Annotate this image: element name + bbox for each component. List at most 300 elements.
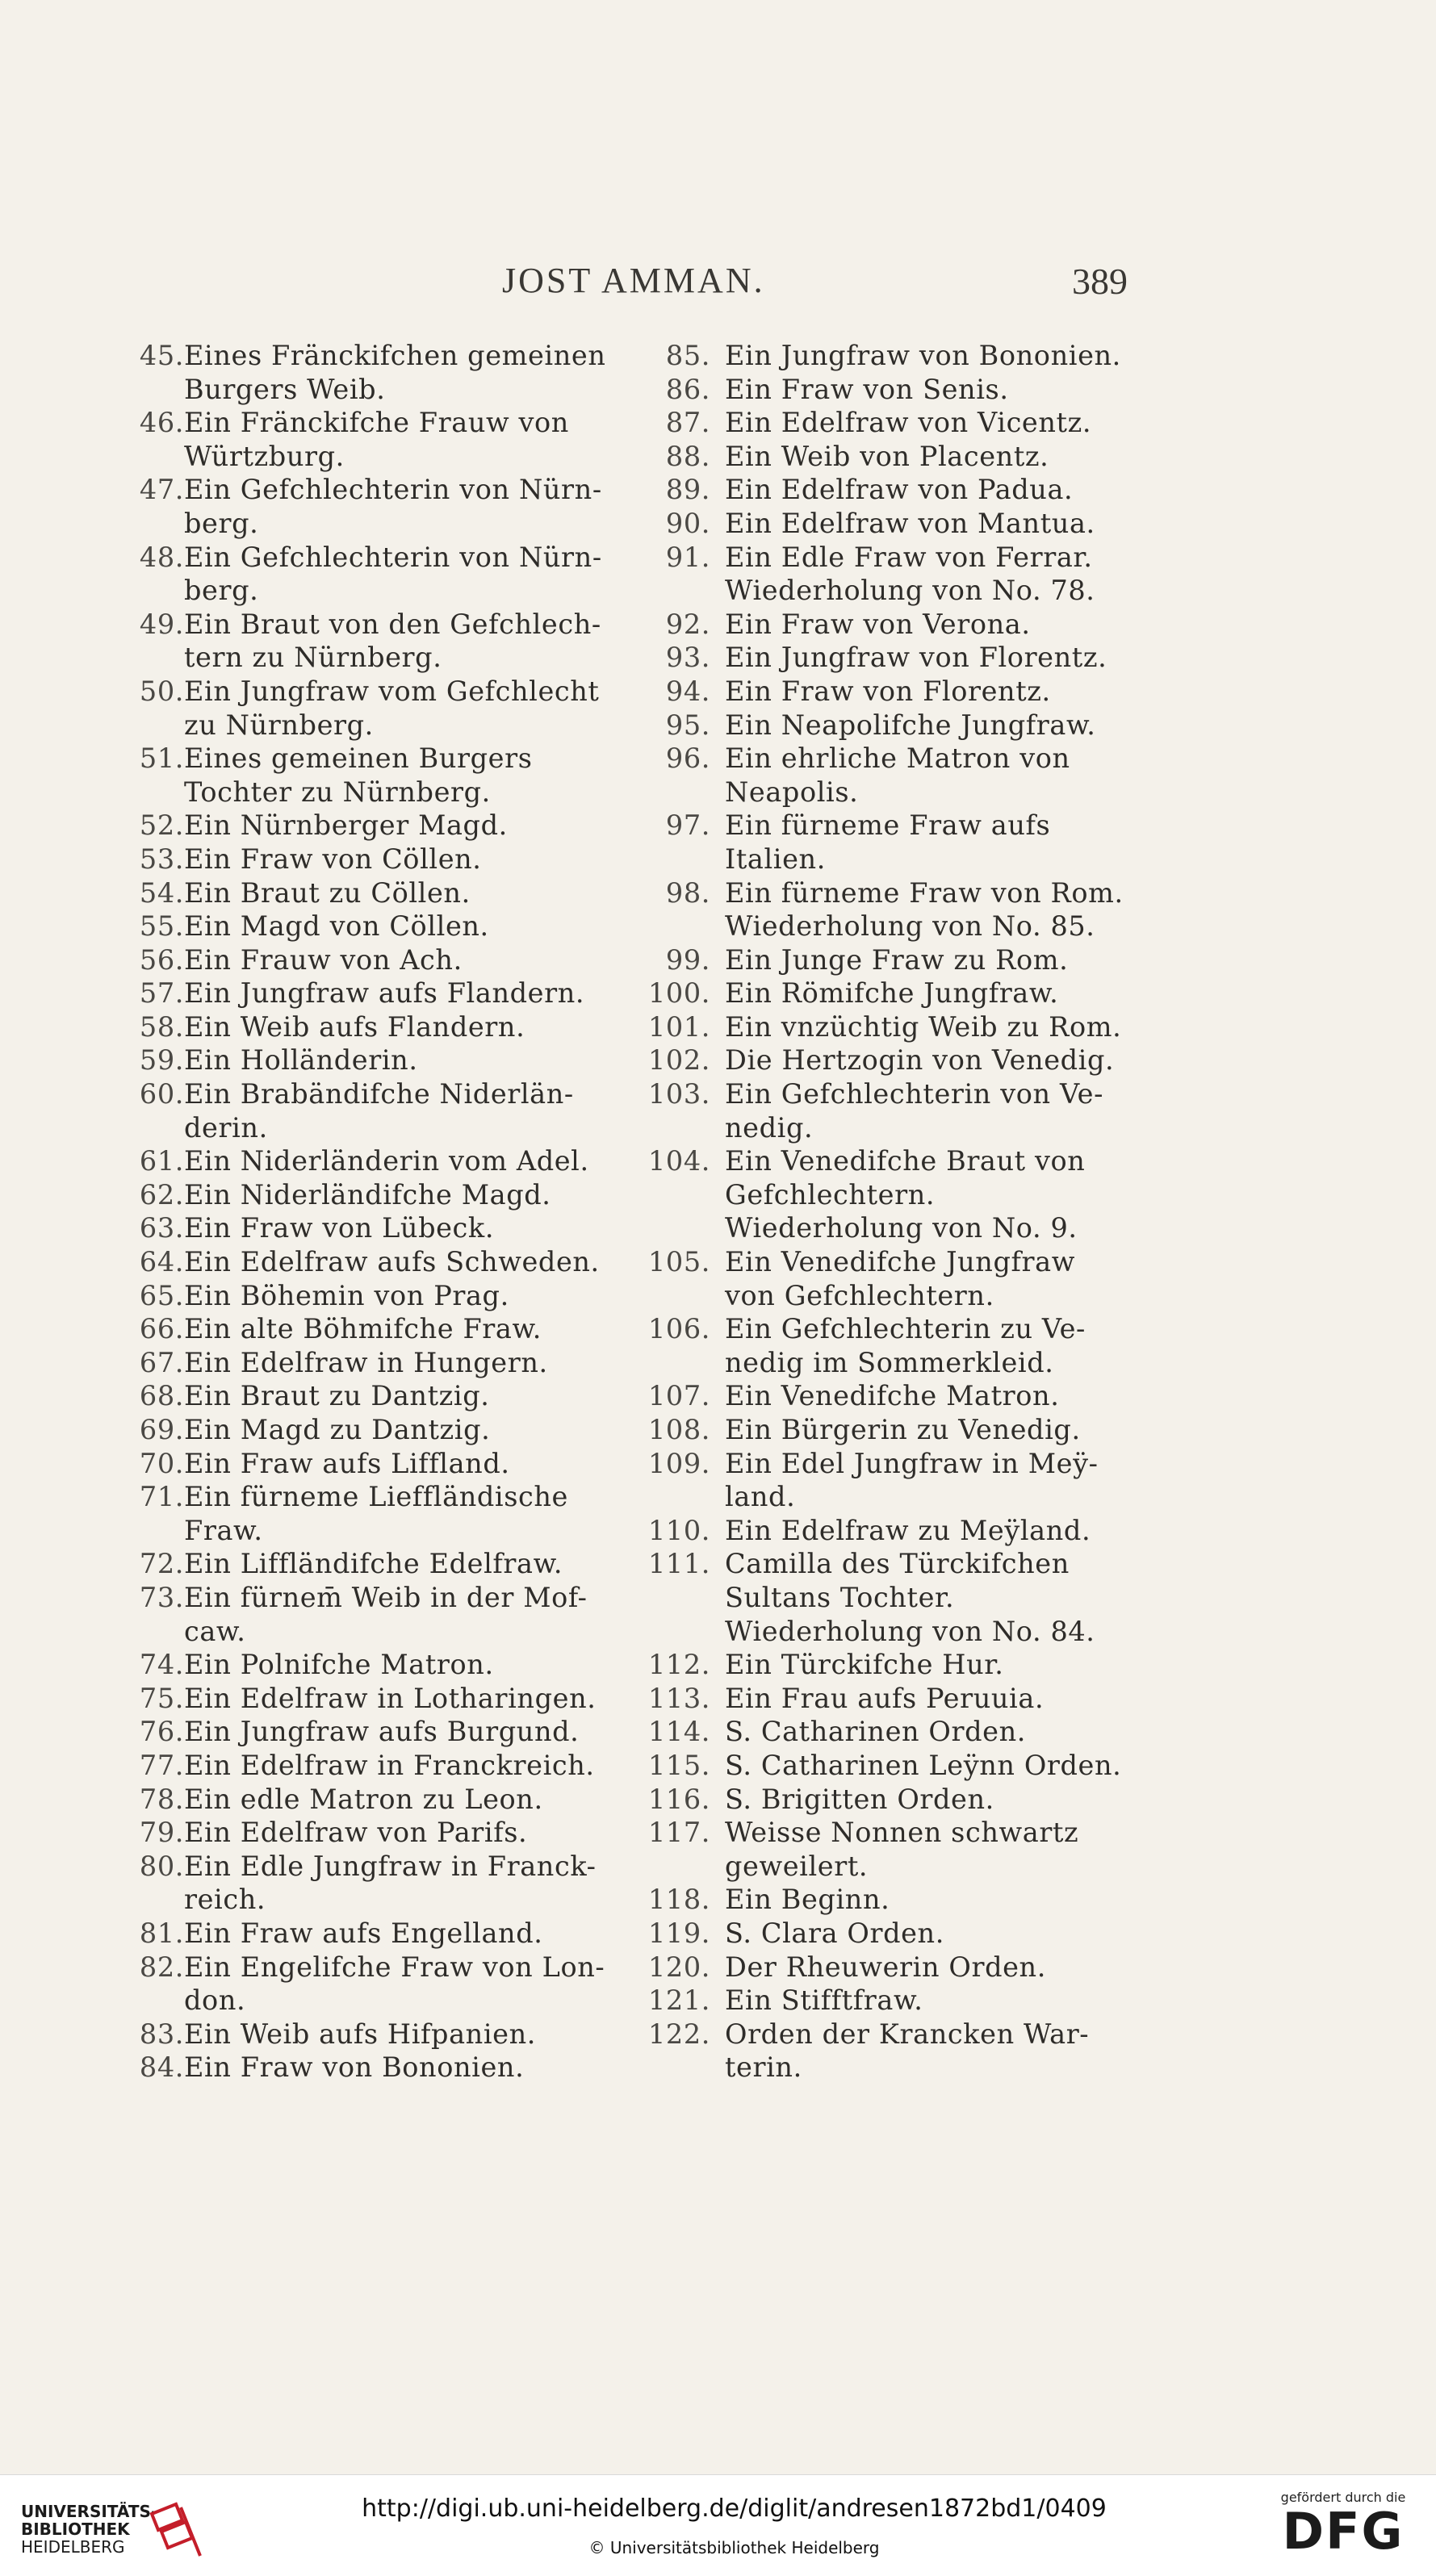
entry-line: Ein Brabändifche Niderlän- (184, 1078, 574, 1110)
entry-line: Ein Edelfraw von Mantua. (725, 507, 1095, 539)
catalog-entry (119, 809, 604, 843)
funder-caption: gefördert durch die (1280, 2490, 1406, 2505)
entry-text (725, 1379, 1138, 1413)
catalog-entry (119, 1144, 604, 1178)
entry-number: 48. (139, 541, 184, 573)
entry-line: Ein Venedifche Matron. (725, 1380, 1060, 1412)
entry-line: Ein Weib aufs Flandern. (184, 1010, 525, 1043)
catalog-entry (119, 1178, 604, 1212)
entry-line: Ein Edle Fraw von Ferrar. (725, 541, 1093, 573)
entry-text (725, 1447, 1138, 1514)
entry-line: Ein Fränckifche Frauw von (184, 407, 569, 439)
entry-number: 84. (139, 2051, 184, 2084)
entry-text (725, 1749, 1138, 1783)
entry-number: 87. (665, 407, 710, 439)
entry-line: derin. (184, 1111, 268, 1144)
catalog-entry (646, 876, 1138, 943)
entry-text (184, 1245, 604, 1279)
running-title: JOST AMMAN. (502, 261, 765, 300)
entry-line: Ein Edle Jungfraw in Franck- (184, 1850, 597, 1882)
entry-text (184, 1715, 604, 1749)
entry-line: Ein Jungfraw aufs Burgund. (184, 1716, 580, 1748)
entry-line: Ein ehrliche Matron von (725, 742, 1070, 775)
entry-number: 98. (665, 876, 710, 909)
entry-number: 49. (139, 608, 184, 640)
entry-text (184, 541, 604, 608)
entry-text (184, 1682, 604, 1716)
entry-line: Neapolis. (725, 776, 859, 808)
entry-line: Italien. (725, 843, 826, 875)
entry-line: Ein edle Matron zu Leon. (184, 1783, 543, 1815)
catalog-entry (646, 1951, 1138, 1984)
footer-bar (0, 2474, 1436, 2576)
entry-number: 122. (648, 2018, 710, 2050)
entry-text (184, 1279, 604, 1313)
catalog-entry (646, 1379, 1138, 1413)
dfg-logo[interactable] (1275, 2490, 1412, 2562)
entry-text (184, 1379, 604, 1413)
entry-line: nedig. (725, 1111, 814, 1144)
entry-line: Ein Junge Fraw zu Rom. (725, 943, 1069, 976)
catalog-entry (119, 1581, 604, 1648)
catalog-entry (119, 1245, 604, 1279)
catalog-entry (119, 1312, 604, 1346)
entry-line: Ein Edelfraw in Lotharingen. (184, 1682, 597, 1714)
entry-line: Ein alte Böhmifche Fraw. (184, 1313, 542, 1345)
entry-line: Ein Fraw von Verona. (725, 608, 1031, 640)
entry-text (184, 1447, 604, 1481)
catalog-entry (119, 943, 604, 977)
entry-line: Ein Gefchlechterin zu Ve- (725, 1313, 1086, 1345)
catalog-entry (646, 608, 1138, 642)
entry-line: Der Rheuwerin Orden. (725, 1951, 1046, 1983)
entry-line: Ein fürneme Lieffländische (184, 1481, 568, 1513)
catalog-entry (646, 1816, 1138, 1883)
entry-number: 111. (648, 1548, 710, 1580)
catalog-entry (646, 641, 1138, 675)
entry-text (725, 2018, 1138, 2085)
catalog-entry (646, 1783, 1138, 1817)
entry-line: reich. (184, 1884, 266, 1916)
entry-text (725, 1883, 1138, 1917)
entry-number: 93. (665, 642, 710, 674)
entry-number: 63. (139, 1212, 184, 1244)
entry-line: Tochter zu Nürnberg. (184, 776, 491, 808)
catalog-entry (646, 1077, 1138, 1144)
entry-number: 74. (139, 1649, 184, 1681)
catalog-entry (119, 910, 604, 943)
library-logo-line: UNIVERSITÄTS- (21, 2502, 158, 2521)
catalog-entry (119, 406, 604, 473)
entry-number: 115. (648, 1749, 710, 1781)
entry-line: Ein Römifche Jungfraw. (725, 977, 1059, 1010)
entry-line: Wiederholung von No. 85. (725, 910, 1095, 943)
entry-line: Ein Edelfraw zu Meÿland. (725, 1514, 1091, 1546)
entry-number: 94. (665, 675, 710, 707)
entry-text (725, 1043, 1138, 1077)
left-column (119, 339, 604, 2085)
catalog-entry (119, 2051, 604, 2085)
entry-text (184, 1648, 604, 1682)
entry-line: Ein Venedifche Jungfraw (725, 1246, 1075, 1278)
entry-text (184, 1547, 604, 1581)
catalog-entry (646, 1447, 1138, 1514)
entry-line: Ein Frau aufs Peruuia. (725, 1682, 1045, 1714)
entry-line: Eines Fränckifchen gemeinen (184, 340, 606, 371)
entry-number: 85. (665, 340, 710, 371)
entry-number: 59. (139, 1044, 184, 1077)
entry-text (184, 2051, 604, 2085)
entry-line: Ein fürnem̄ Weib in der Mof- (184, 1581, 588, 1613)
entry-number: 67. (139, 1346, 184, 1378)
catalog-entry (119, 2018, 604, 2051)
entry-text (725, 608, 1138, 642)
entry-number: 51. (139, 742, 184, 775)
entry-number: 95. (665, 709, 710, 741)
catalog-entry (646, 709, 1138, 742)
catalog-entry (119, 1749, 604, 1783)
entry-number: 88. (665, 440, 710, 472)
entry-text (725, 976, 1138, 1010)
catalog-entry (646, 1883, 1138, 1917)
entry-text (184, 1749, 604, 1783)
catalog-entry (646, 1682, 1138, 1716)
entry-line: Fraw. (184, 1514, 263, 1546)
entry-text (725, 1783, 1138, 1817)
entry-line: S. Brigitten Orden. (725, 1783, 994, 1815)
entry-number: 104. (648, 1145, 710, 1177)
entry-number: 106. (648, 1313, 710, 1345)
entry-number: 50. (139, 675, 184, 707)
entry-number: 79. (139, 1817, 184, 1849)
entry-line: Ein Holländerin. (184, 1044, 418, 1077)
entry-number: 81. (139, 1917, 184, 1949)
catalog-entry (119, 473, 604, 540)
entry-line: Ein Venedifche Braut von (725, 1145, 1086, 1177)
entry-text (184, 809, 604, 843)
catalog-entry (119, 1715, 604, 1749)
entry-text (725, 742, 1138, 809)
entry-text (184, 1413, 604, 1447)
entry-line: Ein Fraw von Cöllen. (184, 843, 482, 875)
entry-text (184, 910, 604, 943)
entry-number: 62. (139, 1178, 184, 1211)
entry-line: Ein Edelfraw aufs Schweden. (184, 1246, 600, 1278)
entry-number: 47. (139, 474, 184, 506)
catalog-entry (646, 440, 1138, 474)
entry-number: 108. (648, 1414, 710, 1445)
right-column (646, 339, 1138, 2085)
entry-line: Ein fürneme Fraw von Rom. (725, 876, 1124, 909)
entry-number: 121. (648, 1984, 710, 2017)
entry-number: 55. (139, 910, 184, 943)
entry-text (725, 1816, 1138, 1883)
entry-text (184, 1917, 604, 1951)
entry-line: Ein Braut von den Gefchlech- (184, 608, 601, 640)
entry-line: Ein Braut zu Dantzig. (184, 1380, 490, 1412)
entry-line: Ein Fraw aufs Liffland. (184, 1447, 510, 1479)
entry-line: Ein Fraw von Florentz. (725, 675, 1051, 707)
entry-line: Ein Fraw aufs Engelland. (184, 1917, 543, 1949)
entry-number: 96. (665, 742, 710, 775)
entry-text (184, 843, 604, 876)
catalog-entry (119, 1547, 604, 1581)
entry-line: Weisse Nonnen schwartz (725, 1817, 1079, 1849)
entry-number: 53. (139, 843, 184, 875)
entry-line: Ein Edel Jungfraw in Meÿ- (725, 1447, 1099, 1479)
entry-line: Ein Jungfraw vom Gefchlecht (184, 675, 600, 707)
catalog-entry (646, 507, 1138, 541)
entry-line: von Gefchlechtern. (725, 1279, 994, 1311)
catalog-entry (646, 1010, 1138, 1044)
catalog-entry (646, 1715, 1138, 1749)
entry-number: 103. (648, 1078, 710, 1110)
library-logo-line: BIBLIOTHEK (21, 2520, 130, 2539)
entry-line: Ein Nürnberger Magd. (184, 809, 508, 842)
entry-number: 61. (139, 1145, 184, 1177)
entry-line: Ein Gefchlechterin von Ve- (725, 1078, 1104, 1110)
entry-text (184, 1178, 604, 1212)
entry-text (184, 742, 604, 809)
entry-text (725, 1682, 1138, 1716)
entry-number: 56. (139, 943, 184, 976)
entry-number: 78. (139, 1783, 184, 1815)
catalog-entry (646, 1547, 1138, 1648)
entry-line: Ein Magd von Cöllen. (184, 910, 489, 943)
catalog-entry (119, 876, 604, 910)
catalog-entry (119, 339, 604, 406)
entry-number: 91. (665, 541, 710, 573)
entry-number: 117. (648, 1817, 710, 1849)
entry-number: 46. (139, 407, 184, 439)
entry-text (725, 406, 1138, 440)
entry-text (184, 675, 604, 742)
entry-line: tern zu Nürnberg. (184, 642, 442, 674)
entry-line: Ein Jungfraw von Bononien. (725, 340, 1121, 371)
entry-line: Würtzburg. (184, 440, 345, 472)
entry-text (184, 1077, 604, 1144)
entry-text (184, 1480, 604, 1547)
entry-number: 70. (139, 1447, 184, 1479)
entry-text (725, 440, 1138, 474)
catalog-entry (119, 1447, 604, 1481)
entry-number: 64. (139, 1246, 184, 1278)
entry-text (725, 1144, 1138, 1245)
entry-text (184, 1581, 604, 1648)
entry-text (184, 608, 604, 675)
entry-line: Ein Fraw von Lübeck. (184, 1212, 495, 1244)
entry-number: 105. (648, 1246, 710, 1278)
entry-text (725, 339, 1138, 373)
entry-number: 118. (648, 1884, 710, 1916)
entry-line: S. Clara Orden. (725, 1917, 944, 1949)
entry-line: Orden der Krancken War- (725, 2018, 1090, 2050)
entry-text (725, 809, 1138, 876)
entry-text (725, 641, 1138, 675)
permalink-url[interactable]: http://digi.ub.uni-heidelberg.de/diglit/andresen1872bd1/0409 (362, 2494, 1107, 2523)
entry-line: Ein Fraw von Senis. (725, 373, 1009, 405)
entry-line: Ein vnzüchtig Weib zu Rom. (725, 1010, 1122, 1043)
entry-number: 66. (139, 1313, 184, 1345)
entry-text (725, 1413, 1138, 1447)
catalog-entry (119, 1917, 604, 1951)
entry-line: land. (725, 1481, 796, 1513)
catalog-entry (119, 1682, 604, 1716)
entry-number: 68. (139, 1380, 184, 1412)
catalog-entry (119, 1480, 604, 1547)
entry-line: berg. (184, 575, 259, 607)
entry-number: 73. (139, 1581, 184, 1613)
entry-line: Burgers Weib. (184, 373, 386, 405)
entry-line: Ein Magd zu Dantzig. (184, 1414, 491, 1445)
catalog-entry (646, 675, 1138, 709)
entry-line: Ein Weib aufs Hifpanien. (184, 2018, 536, 2050)
entry-line: Ein Bürgerin zu Venedig. (725, 1414, 1081, 1445)
entry-number: 92. (665, 608, 710, 640)
catalog-entry (119, 1077, 604, 1144)
entry-number: 76. (139, 1716, 184, 1748)
catalog-entry (646, 1648, 1138, 1682)
catalog-entry (646, 1514, 1138, 1548)
entry-text (184, 406, 604, 473)
entry-line: Ein Braut zu Cöllen. (184, 876, 471, 909)
entry-text (725, 1245, 1138, 1312)
entry-text (184, 1951, 604, 2018)
entry-text (725, 507, 1138, 541)
entry-number: 80. (139, 1850, 184, 1882)
entry-number: 89. (665, 474, 710, 506)
catalog-entry (646, 1917, 1138, 1951)
entry-text (725, 541, 1138, 608)
entry-number: 71. (139, 1481, 184, 1513)
catalog-entry (646, 339, 1138, 373)
entry-text (725, 373, 1138, 407)
entry-line: Ein Türckifche Hur. (725, 1649, 1004, 1681)
entry-line: Ein Edelfraw von Parifs. (184, 1817, 528, 1849)
entry-line: Sultans Tochter. (725, 1581, 955, 1613)
entry-text (725, 1514, 1138, 1548)
entry-text (184, 1816, 604, 1850)
entry-line: Camilla des Türckifchen (725, 1548, 1070, 1580)
entry-number: 119. (648, 1917, 710, 1949)
entry-number: 110. (648, 1514, 710, 1546)
entry-text (184, 1850, 604, 1917)
entry-line: Ein Weib von Placentz. (725, 440, 1049, 472)
entry-line: Ein Liffländifche Edelfraw. (184, 1548, 563, 1580)
catalog-entry (646, 809, 1138, 876)
entry-text (725, 876, 1138, 943)
entry-text (184, 876, 604, 910)
catalog-entry (119, 1379, 604, 1413)
catalog-entry (646, 1413, 1138, 1447)
entry-line: nedig im Sommerkleid. (725, 1346, 1054, 1378)
catalog-entry (119, 1951, 604, 2018)
entry-line: don. (184, 1984, 246, 2017)
entry-text (184, 339, 604, 406)
catalog-entry (119, 843, 604, 876)
entry-line: Ein Jungfraw von Florentz. (725, 642, 1107, 674)
entry-number: 114. (648, 1716, 710, 1748)
entry-number: 57. (139, 977, 184, 1010)
entry-number: 100. (648, 977, 710, 1010)
entry-text (725, 1312, 1138, 1379)
entry-text (725, 1077, 1138, 1144)
entry-number: 99. (665, 943, 710, 976)
entry-text (184, 1783, 604, 1817)
entry-number: 90. (665, 507, 710, 539)
entry-line: Ein Niderländerin vom Adel. (184, 1145, 589, 1177)
entry-number: 116. (648, 1783, 710, 1815)
page-header (0, 260, 1436, 308)
entry-number: 102. (648, 1044, 710, 1077)
catalog-entry (119, 742, 604, 809)
entry-line: S. Catharinen Orden. (725, 1716, 1026, 1748)
entry-line: berg. (184, 507, 259, 539)
entry-line: Ein Edelfraw von Padua. (725, 474, 1074, 506)
entry-text (184, 1010, 604, 1044)
entry-text (725, 473, 1138, 507)
catalog-entry (119, 1010, 604, 1044)
entry-line: Ein Gefchlechterin von Nürn- (184, 541, 602, 573)
entry-text (725, 1547, 1138, 1648)
catalog-entry (119, 1346, 604, 1380)
entry-line: Gefchlechtern. (725, 1178, 936, 1211)
entry-number: 69. (139, 1414, 184, 1445)
entry-line: Die Hertzogin von Venedig. (725, 1044, 1115, 1077)
entry-number: 54. (139, 876, 184, 909)
entry-line: Ein Jungfraw aufs Flandern. (184, 977, 585, 1010)
entry-line: Ein Frauw von Ach. (184, 943, 463, 976)
catalog-entry (119, 608, 604, 675)
entry-text (184, 1211, 604, 1245)
catalog-entry (119, 1043, 604, 1077)
catalog-entry (646, 742, 1138, 809)
entry-number: 45. (139, 340, 184, 371)
entry-number: 75. (139, 1682, 184, 1714)
entry-number: 52. (139, 809, 184, 842)
entry-number: 60. (139, 1078, 184, 1110)
entry-number: 65. (139, 1279, 184, 1311)
catalog-entry (646, 1984, 1138, 2018)
entry-text (184, 943, 604, 977)
catalog-entry (646, 541, 1138, 608)
entry-line: zu Nürnberg. (184, 709, 374, 741)
entry-line: caw. (184, 1615, 246, 1647)
catalog-entry (646, 1144, 1138, 1245)
entry-text (725, 1715, 1138, 1749)
catalog-entry (119, 1211, 604, 1245)
entry-number: 120. (648, 1951, 710, 1983)
entry-line: Ein fürneme Fraw aufs (725, 809, 1051, 842)
entry-text (725, 709, 1138, 742)
entry-line: Ein Polnifche Matron. (184, 1649, 494, 1681)
funder-logo: DFG (1282, 2502, 1405, 2561)
catalog-entry (119, 1783, 604, 1817)
entry-number: 101. (648, 1010, 710, 1043)
catalog-entry (646, 473, 1138, 507)
catalog-entry (646, 1245, 1138, 1312)
entry-text (725, 1951, 1138, 1984)
entry-text (184, 1346, 604, 1380)
entry-line: Ein Beginn. (725, 1884, 890, 1916)
entry-number: 109. (648, 1447, 710, 1479)
catalog-entry (119, 976, 604, 1010)
entry-number: 97. (665, 809, 710, 842)
entry-number: 107. (648, 1380, 710, 1412)
entry-line: terin. (725, 2051, 802, 2084)
entry-text (725, 1917, 1138, 1951)
entry-number: 86. (665, 373, 710, 405)
